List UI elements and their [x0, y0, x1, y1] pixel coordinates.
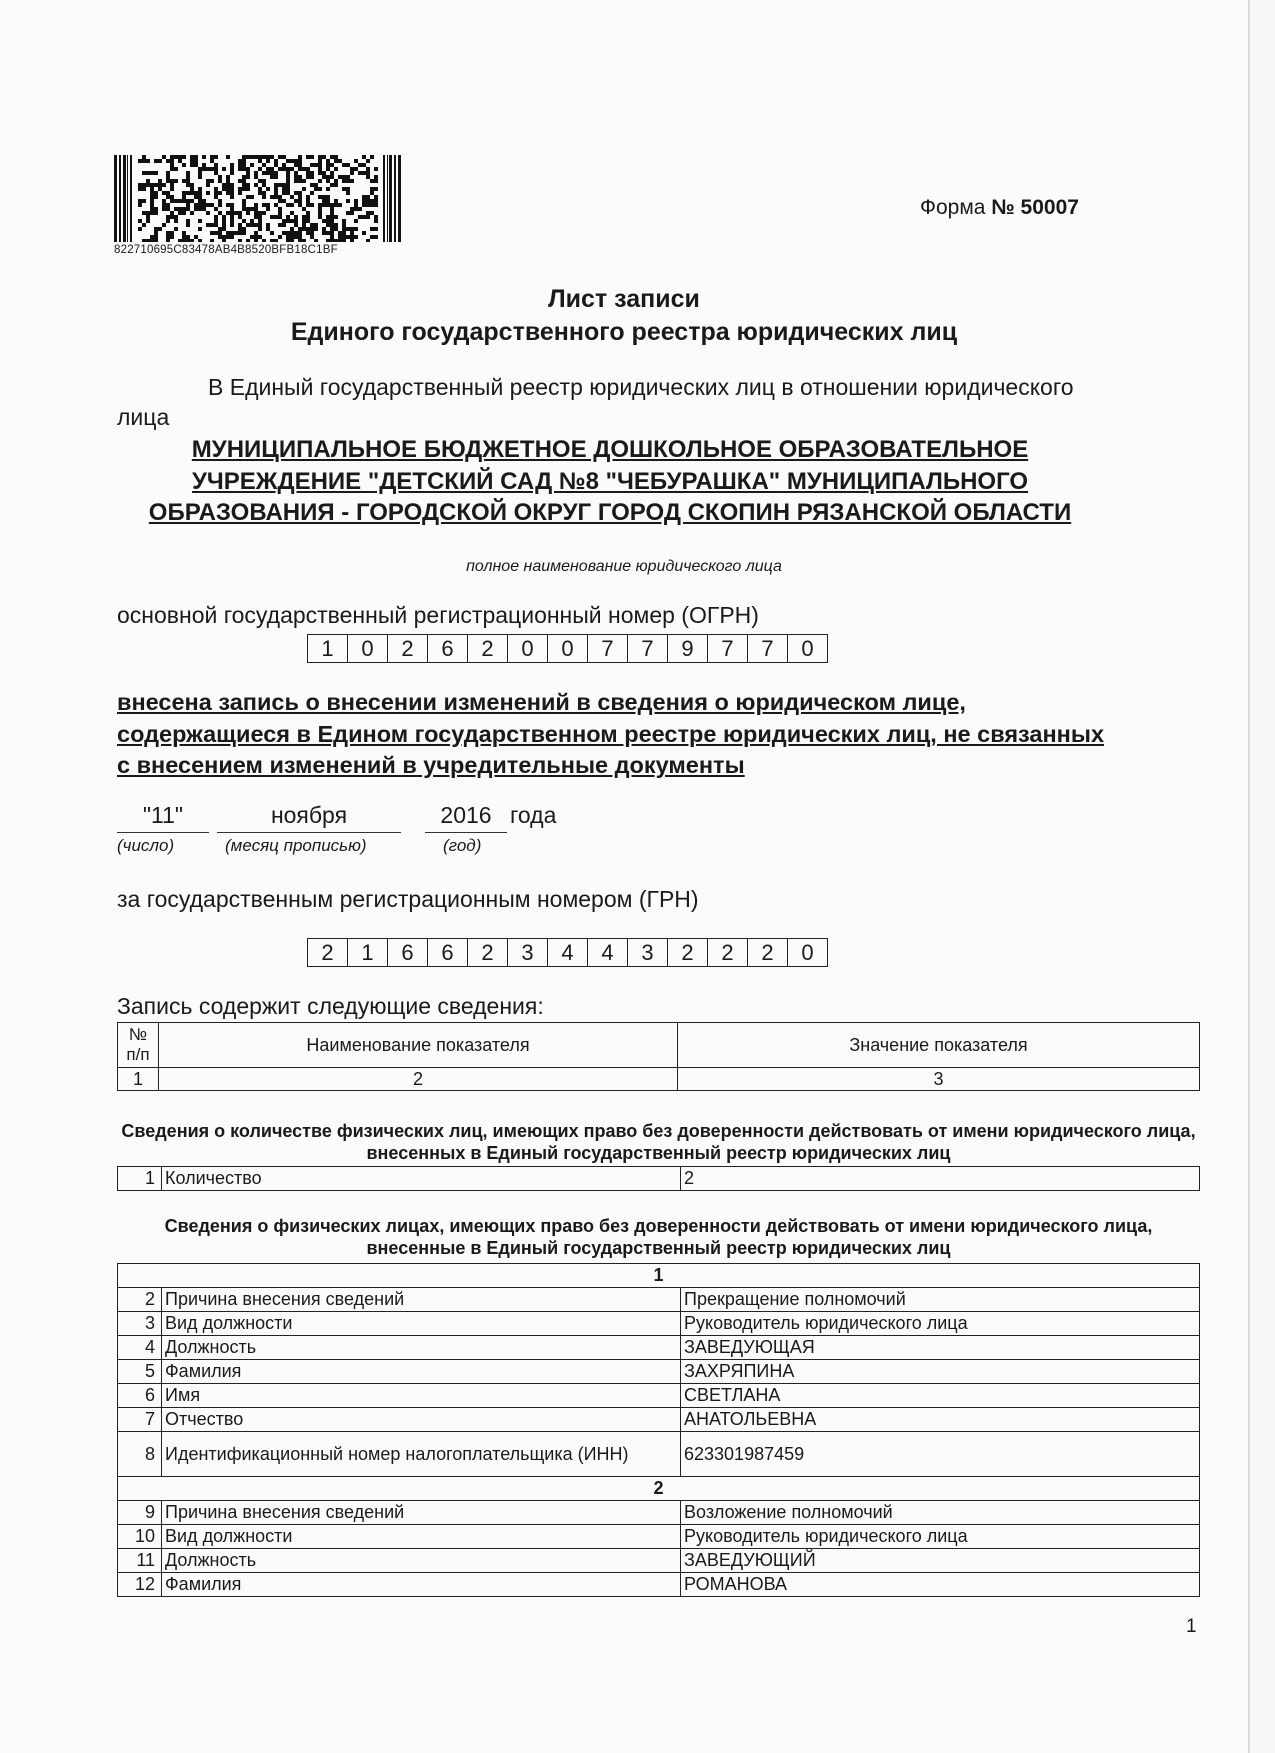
grn-digit: 2 — [468, 939, 508, 966]
date-year: 2016 — [425, 802, 507, 833]
row-value: Возложение полномочий — [681, 1501, 1200, 1525]
persons-table — [117, 1263, 1200, 1597]
row-value: ЗАВЕДУЮЩАЯ — [681, 1336, 1200, 1360]
group-row — [118, 1477, 1200, 1501]
ogrn-digit: 7 — [588, 635, 628, 662]
table-row — [118, 1432, 1200, 1477]
row-indicator: Должность — [162, 1549, 681, 1573]
row-number: 6 — [118, 1384, 162, 1408]
ogrn-digit: 6 — [428, 635, 468, 662]
row-number: 10 — [118, 1525, 162, 1549]
grn-digit: 4 — [548, 939, 588, 966]
ogrn-digit: 1 — [308, 635, 348, 662]
row-value: 623301987459 — [681, 1432, 1200, 1477]
row-indicator: Фамилия — [162, 1573, 681, 1597]
section-title-persons: Сведения о физических лицах, имеющих право без доверенности действовать от имени юридического лица, внесенные в Единый государственный реестр юридических лиц — [164, 1216, 1153, 1258]
grn-digit: 6 — [428, 939, 468, 966]
grn-label: за государственным регистрационным номером (ГРН) — [117, 886, 699, 912]
row-indicator: Фамилия — [162, 1360, 681, 1384]
col-value-header: Значение показателя — [678, 1023, 1200, 1068]
row-value: 2 — [681, 1167, 1200, 1191]
col-number-index: 1 — [118, 1068, 159, 1091]
row-indicator: Должность — [162, 1336, 681, 1360]
col-indicator-header: Наименование показателя — [159, 1023, 678, 1068]
grn-digit: 3 — [628, 939, 668, 966]
table-row — [118, 1336, 1200, 1360]
date-year-caption: (год) — [443, 836, 482, 855]
table-row — [118, 1312, 1200, 1336]
table-row — [118, 1167, 1200, 1191]
header-table — [117, 1022, 1200, 1091]
row-number: 9 — [118, 1501, 162, 1525]
group-label: 1 — [118, 1264, 1200, 1288]
row-number: 3 — [118, 1312, 162, 1336]
ogrn-digit: 7 — [748, 635, 788, 662]
row-indicator: Отчество — [162, 1408, 681, 1432]
table-row — [118, 1501, 1200, 1525]
grn-digit: 2 — [708, 939, 748, 966]
ogrn-digit: 0 — [348, 635, 388, 662]
row-number: 12 — [118, 1573, 162, 1597]
date-month: ноября — [217, 802, 401, 833]
document-subtitle: Единого государственного реестра юридических лиц — [290, 318, 958, 346]
ogrn-digit: 0 — [801, 636, 814, 661]
table-row — [118, 1384, 1200, 1408]
row-indicator: Причина внесения сведений — [162, 1501, 681, 1525]
group-row — [118, 1264, 1200, 1288]
entry-description: внесена запись о внесении изменений в сведения о юридическом лице, содержащиеся в Едином государственном реестре юридических лиц, не связанных с внесением изменений в учредительные документы — [117, 689, 1105, 778]
grn-digit: 3 — [508, 939, 548, 966]
date-suffix: года — [510, 802, 557, 828]
intro-text-continued: лица — [117, 404, 170, 430]
table-row — [118, 1525, 1200, 1549]
date-month-caption: (месяц прописью) — [225, 836, 367, 855]
ogrn-digit: 7 — [628, 635, 668, 662]
page-number: 1 — [1186, 1616, 1197, 1637]
barcode-code: 822710695C83478AB4B8520BFB18C1BF — [114, 244, 338, 256]
record-contents-label: Запись содержит следующие сведения: — [117, 993, 544, 1019]
row-indicator: Имя — [162, 1384, 681, 1408]
ogrn-digit: 0 — [548, 635, 588, 662]
row-indicator: Вид должности — [162, 1525, 681, 1549]
table-row — [118, 1573, 1200, 1597]
section-title-count: Сведения о количестве физических лиц, имеющих право без доверенности действовать от имени юридического лица, внесенных в Единый государственный реестр юридических лиц — [121, 1121, 1196, 1163]
grn-digit: 4 — [588, 939, 628, 966]
row-value: Прекращение полномочий — [681, 1288, 1200, 1312]
row-number: 2 — [118, 1288, 162, 1312]
form-number-value: № 50007 — [991, 196, 1079, 219]
row-number: 11 — [118, 1549, 162, 1573]
row-indicator: Причина внесения сведений — [162, 1288, 681, 1312]
row-number: 8 — [118, 1432, 162, 1477]
col-value-index: 3 — [678, 1068, 1200, 1091]
row-value: АНАТОЛЬЕВНА — [681, 1408, 1200, 1432]
table-row — [118, 1549, 1200, 1573]
grn-digit: 2 — [748, 939, 788, 966]
ogrn-digit: 9 — [668, 635, 708, 662]
row-indicator: Идентификационный номер налогоплательщика (ИНН) — [162, 1432, 681, 1477]
ogrn-digit: 0 — [508, 635, 548, 662]
row-value: СВЕТЛАНА — [681, 1384, 1200, 1408]
date-day-caption: (число) — [117, 836, 175, 855]
col-number-header: № п/п — [118, 1023, 159, 1068]
row-number: 7 — [118, 1408, 162, 1432]
header-numbering-row — [118, 1068, 1200, 1091]
table-row — [118, 1408, 1200, 1432]
grn-digits — [307, 938, 828, 967]
grn-digit: 0 — [801, 940, 814, 965]
row-number: 4 — [118, 1336, 162, 1360]
organization-name-caption: полное наименование юридического лица — [466, 558, 782, 575]
grn-digit: 2 — [668, 939, 708, 966]
organization-name: МУНИЦИПАЛЬНОЕ БЮДЖЕТНОЕ ДОШКОЛЬНОЕ ОБРАЗОВАТЕЛЬНОЕ УЧРЕЖДЕНИЕ "ДЕТСКИЙ САД №8 "ЧЕБУРАШКА" МУНИЦИПАЛЬНОГО ОБРАЗОВАНИЯ - ГОРОДСКОЙ ОКРУГ ГОРОД СКОПИН РЯЗАНСКОЙ ОБЛАСТИ — [148, 436, 1072, 526]
table-row — [118, 1288, 1200, 1312]
col-indicator-index: 2 — [159, 1068, 678, 1091]
header-row — [118, 1023, 1200, 1068]
grn-digit: 1 — [348, 939, 388, 966]
ogrn-digit: 2 — [388, 635, 428, 662]
row-indicator: Количество — [162, 1167, 681, 1191]
form-number — [920, 196, 1079, 220]
count-table — [117, 1166, 1200, 1191]
row-value: ЗАВЕДУЮЩИЙ — [681, 1549, 1200, 1573]
form-prefix: Форма — [920, 196, 986, 219]
ogrn-label: основной государственный регистрационный номер (ОГРН) — [117, 602, 759, 628]
row-value: Руководитель юридического лица — [681, 1312, 1200, 1336]
barcode-image — [114, 155, 401, 242]
row-indicator: Вид должности — [162, 1312, 681, 1336]
ogrn-digits — [307, 634, 828, 663]
ogrn-digit: 2 — [468, 635, 508, 662]
row-number: 5 — [118, 1360, 162, 1384]
grn-digit: 6 — [388, 939, 428, 966]
document-title: Лист записи — [548, 285, 700, 313]
intro-text: В Единый государственный реестр юридических лиц в отношении юридического — [208, 374, 1074, 400]
row-value: ЗАХРЯПИНА — [681, 1360, 1200, 1384]
date-day: "11" — [117, 802, 209, 833]
table-row — [118, 1360, 1200, 1384]
row-value: Руководитель юридического лица — [681, 1525, 1200, 1549]
group-label: 2 — [118, 1477, 1200, 1501]
row-number: 1 — [118, 1167, 162, 1191]
ogrn-digit: 7 — [708, 635, 748, 662]
grn-digit: 2 — [308, 939, 348, 966]
row-value: РОМАНОВА — [681, 1573, 1200, 1597]
